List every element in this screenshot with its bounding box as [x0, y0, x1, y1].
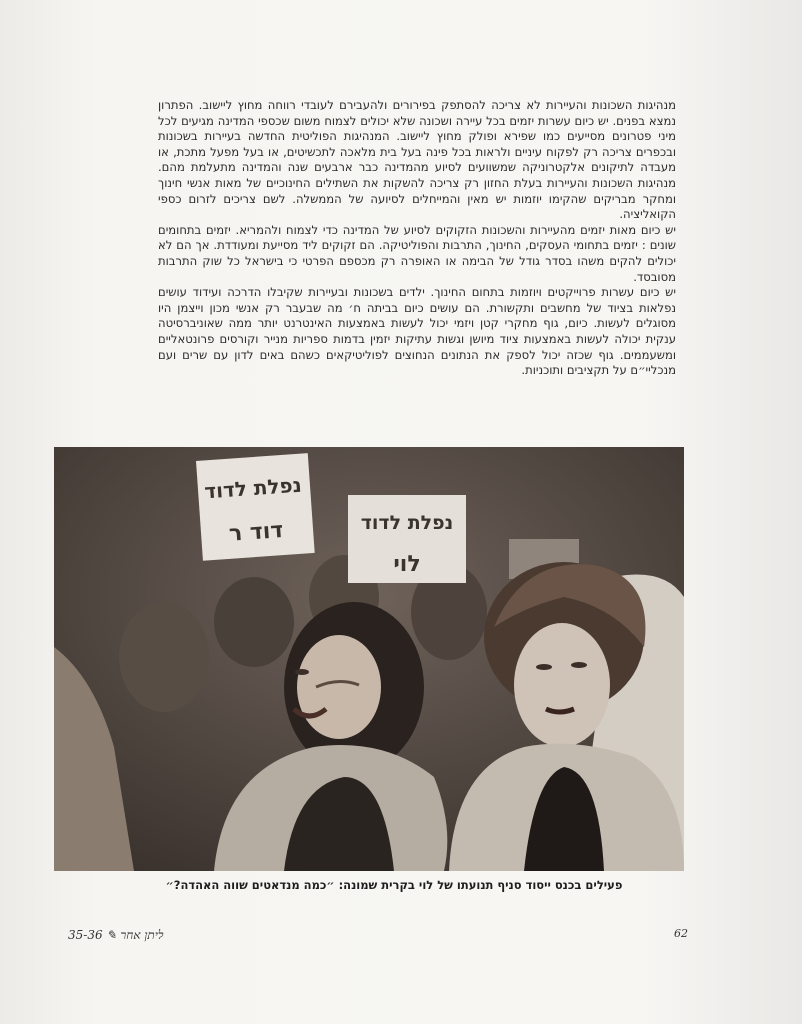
issue-number: 35-36: [68, 928, 103, 942]
magazine-logo-icon: ✎: [106, 928, 117, 942]
page-number: 62: [674, 927, 688, 940]
paragraph-1: מנהיגות השכונות והעיירות לא צריכה להסתפק בפירורים ולהעבירם לעובדי רווחה מחוץ ליישוב. הפתרון נמצא בפנים. יש כיום עשרות יזמים בכל עיירה ושכונה שלא יכולים לצמוח משום שכספי המדינה מגיעים לכל מיני פטרונים מסייעים כמו שפירא ופולק מחוץ ליישוב. המנהיגות הפוליטית החדשה בעיירות בשכונות ובכפרים צריכה רק לפקוח עיניים ולראות בכל פינה בעל בית מלאכה לתכשיטים, או בעל מפעל מתכת, או מעבדה לתיקונים אלקטרוניקה שמשוועים לסיוע מהמדינה כבר ארבעים שנה והמדינה מתעלמת מהם. מנהיגות השכונות והעיירות בעלת החזון רק צריכה להשקות את השתילים החינוכיים של מאות אנשי חינוך ומחקר מבריקים שהקימו יוזמות יש מאין והמייחלים לסיועה של הממשלה. לשם צריכים לזרום כספי הקואליציה.: [158, 98, 676, 222]
sign-1-top: נפלת לדוד: [203, 472, 303, 504]
sign-2-top: נפלת לדוד: [360, 512, 454, 534]
article-body: [158, 98, 676, 379]
photo-caption: פעילים בכנס ייסוד סניף תנועתו של לוי בקרית שמונה: ״כמה מנדאטים שווה האהדה?״: [165, 878, 623, 892]
paragraph-3: יש כיום עשרות פרוייקטים ויוזמות בתחום החינוך. ילדים בשכונות ובעיירות שקיבלו הדרכה ועידוד עושים נפלאות בציוד של מחשבים ותקשורת. הם עושים כיום בביתה ח׳ מה שבעבר רק אנשי מכון וייצמן היו מסוגלים לעשות. כיום, גוף מחקרי קטן ויזמי יכול לעשות באמצעות האינטרנט יותר ממה שאוניברסיטה ענקית יכולה לעשות באמצעות ציוד מיושן וגשות עתיקות יזמין בדמות ספריות מנייר וקורסים פרונטאליים ומשעממים. גוף שכזה יכול לספק את הנתונים הנחוצים לפוליטיקאים כשהם באים לדון עם שרים ועם מנכליי״ם על תקציבים ותוכניות.: [158, 285, 676, 378]
sign-1-bottom: דוד ר: [228, 518, 285, 547]
sign-2-bottom: לוי: [393, 552, 421, 577]
magazine-name: ליתן אחר: [120, 928, 164, 942]
footer-source: [68, 928, 163, 943]
paragraph-2: יש כיום מאות יזמים מהעיירות והשכונות הזקוקים לסיוע של המדינה כדי לצמוח ולהמריא. יזמים בתחומים שונים : יזמים בתחומי העסקים, החינוך, התרבות והפוליטיקה. הם זקוקים ליד מסייעת ומעודדת. אך הם לא יכולים להקים משהו בסדר גודל של הבימה או האופרה רק מכספם הפרטי כי בישראל כל שוק התרבות מסובסד.: [158, 222, 676, 284]
photo-illustration: [54, 447, 684, 871]
rally-photo: [54, 447, 684, 871]
